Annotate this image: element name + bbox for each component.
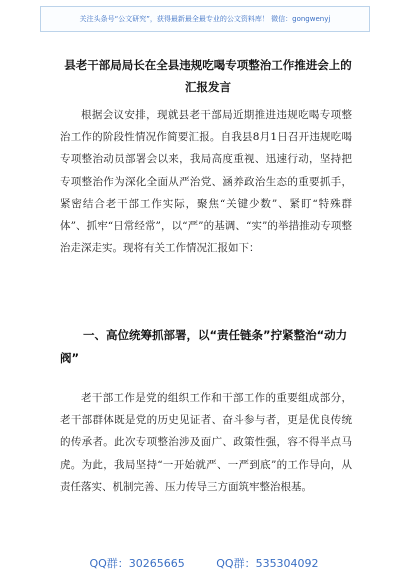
section-heading-1: 一、高位统筹抓部署，以“责任链条”拧紧整治“动力阀” bbox=[60, 328, 348, 365]
paragraph-intro: 根据会议安排，现就县老干部局近期推进违规吃喝专项整治工作的阶段性情况作简要汇报。自我县8月1日召开违规吃喝专项整治动员部署会以来，我局高度重视、迅速行动，坚持把专项整治作为深化全面从严治党、涵养政治生态的重要抓手，紧密结合老干部工作实际，聚焦“关键少数”、紧盯“特殊群体”、抓牢“日常经常”，以“严”的基调、“实”的举措推动专项整治走深走实。现将有关工作情况汇报如下： bbox=[60, 109, 352, 255]
promo-banner: 关注头条号“公文研究”，获得最新最全最专业的公文资料库！ 微信：gongwenyj bbox=[40, 6, 370, 32]
title-line-2: 汇报发言 bbox=[185, 80, 231, 94]
qq-group-2: QQ群：535304092 bbox=[216, 557, 319, 570]
title-line-1: 县老干部局局长在全县违规吃喝专项整治工作推进会上的 bbox=[64, 58, 352, 72]
paragraph-section-1: 老干部工作是党的组织工作和干部工作的重要组成部分，老干部群体既是党的历史见证者、奋斗参与者，更是优良传统的传承者。此次专项整治涉及面广、政策性强，容不得半点马虎。为此，我局坚持“一开始就严、一严到底”的工作导向，从责任落实、机制完善、压力传导三方面筑牢整治根基。 bbox=[60, 392, 352, 493]
qq-group-1: QQ群：30265665 bbox=[89, 557, 185, 570]
footer-qq-groups bbox=[0, 555, 408, 571]
document-title bbox=[58, 54, 358, 98]
